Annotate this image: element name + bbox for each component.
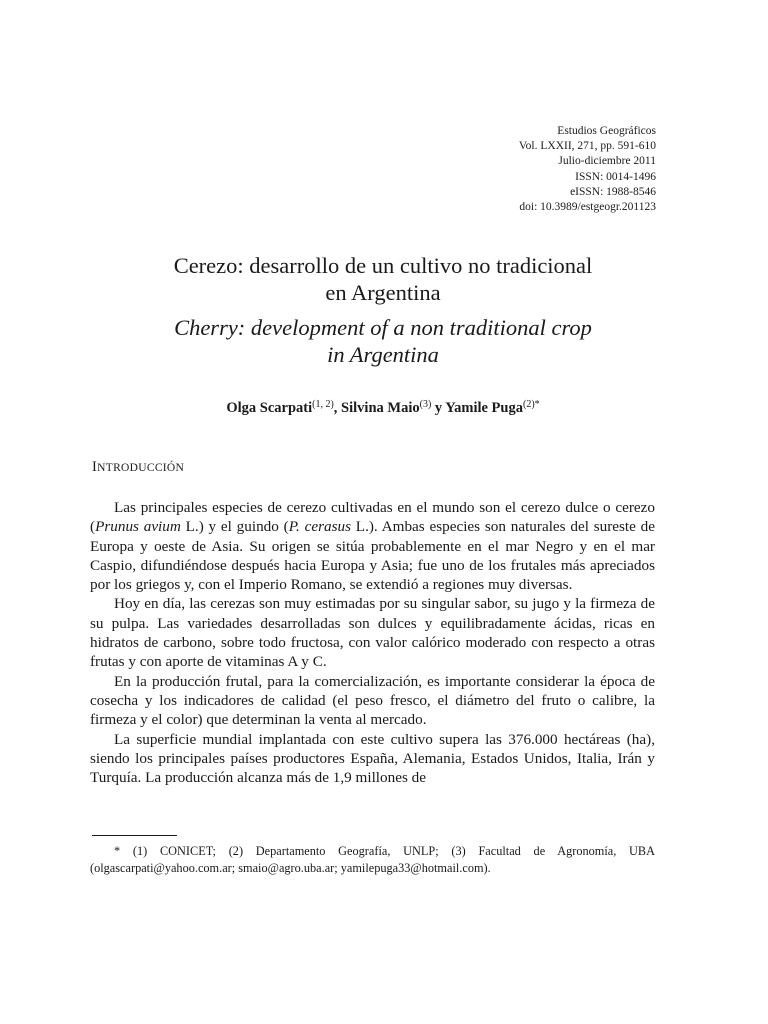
journal-doi: doi: 10.3989/estgeogr.201123: [519, 201, 656, 214]
paragraph-text: L.) y el guindo (: [180, 518, 289, 536]
section-heading-smallcaps: NTRODUCCIÓN: [97, 462, 185, 474]
paragraph-text: Las principales especies de cerezo cultivadas en el mundo son el cerezo dulce o cerezo (: [90, 499, 655, 536]
journal-metadata: [519, 124, 656, 215]
species-name: Prunus avium: [95, 518, 181, 536]
author-name: Silvina Maio: [341, 400, 420, 416]
footnote-divider: [92, 835, 177, 836]
journal-volume: Vol. LXXII, 271, pp. 591-610: [518, 140, 656, 153]
title-spanish: [90, 252, 676, 306]
section-heading-initial: I: [92, 459, 98, 475]
title-english: [90, 314, 676, 368]
author-affiliation: (1, 2): [312, 399, 334, 410]
article-title-block: [90, 252, 676, 368]
paragraph-1: [90, 498, 655, 594]
journal-date: Julio-diciembre 2011: [558, 155, 656, 168]
author-affiliation: (3): [419, 399, 432, 410]
paragraph-text: L.). Ambas especies son naturales del sureste de Europa y oeste de Asia. Su origen se sitúa probablemente en el mar Negro y en el mar Caspio, difundiéndose después hacia Europa y Asia; fue uno de los frutales más apreciados por los griegos y, con el Imperio Romano, se extendió a regiones muy diversas.: [90, 518, 655, 594]
author-name: Yamile Puga: [445, 400, 523, 416]
journal-eissn: eISSN: 1988-8546: [570, 185, 656, 198]
title-english-line1: Cherry: development of a non traditional crop: [174, 315, 592, 340]
author-separator: y: [431, 400, 446, 416]
article-body: [90, 498, 655, 787]
title-english-line2: in Argentina: [327, 342, 439, 367]
paragraph-4: La superficie mundial implantada con este cultivo supera las 376.000 hectáreas (ha), siendo los principales países productores España, Alemania, Estados Unidos, Italia, Irán y Turquía. La producción alcanza más de 1,9 millones de: [90, 730, 655, 787]
author-list: [90, 400, 676, 417]
section-heading-introduccion: [92, 459, 184, 476]
journal-name: Estudios Geográficos: [557, 125, 656, 137]
species-name: P. cerasus: [288, 518, 352, 536]
journal-issn: ISSN: 0014-1496: [575, 170, 656, 183]
title-spanish-line2: en Argentina: [325, 280, 441, 305]
author-name: Olga Scarpati: [226, 400, 313, 416]
author-affiliation: (2)*: [522, 399, 540, 410]
paragraph-2: Hoy en día, las cerezas son muy estimadas por su singular sabor, su jugo y la firmeza de su pulpa. Las variedades desarrolladas son dulces y equilibradamente ácidas, ricas en hidratos de carbono, sobre todo fructosa, con valor calórico moderado con respecto a otras frutas y con aporte de vitaminas A y C.: [90, 595, 655, 671]
title-spanish-line1: Cerezo: desarrollo de un cultivo no tradicional: [173, 253, 593, 278]
author-separator: ,: [333, 400, 342, 416]
footnote: * (1) CONICET; (2) Departamento Geografía, UNLP; (3) Facultad de Agronomía, UBA (olgascarpati@yahoo.com.ar; smaio@agro.uba.ar; yamilepuga33@hotmail.com).: [90, 844, 655, 875]
paragraph-3: En la producción frutal, para la comercialización, es importante considerar la época de cosecha y los indicadores de calidad (el peso fresco, el diámetro del fruto o calibre, la firmeza y el color) que determinan la venta al mercado.: [90, 672, 655, 729]
